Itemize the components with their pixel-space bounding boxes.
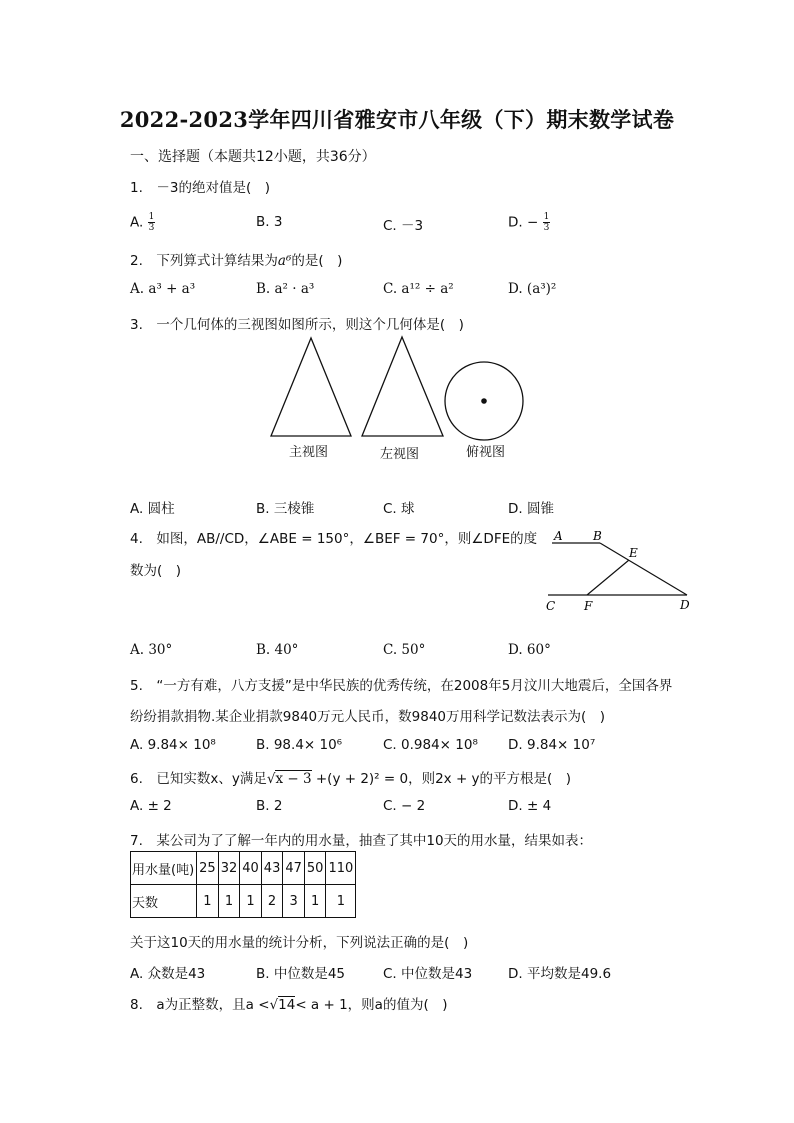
table-row — [131, 852, 356, 885]
question-7-follow: 关于这10天的用水量的统计分析，下列说法正确的是( ) — [130, 935, 469, 951]
question-4-stem-line2: 数为( ) — [130, 563, 182, 579]
left-view-triangle — [362, 337, 443, 436]
table-cell: 25 — [197, 852, 219, 885]
q1-option-a — [130, 212, 155, 233]
fraction-numerator: 1 — [148, 212, 155, 222]
q8-radicand: 14 — [278, 997, 296, 1013]
table-row-label: 天数 — [131, 885, 197, 918]
table-cell: 1 — [326, 885, 356, 918]
table-cell: 43 — [261, 852, 283, 885]
q6-radicand: x − 3 — [275, 771, 312, 787]
q5-option-a: A. 9.84× 10⁸ — [130, 737, 216, 753]
q4-option-a: A. 30° — [130, 642, 173, 658]
page-title: 2022-2023学年四川省雅安市八年级（下）期末数学试卷 — [119, 107, 675, 132]
front-view-triangle — [271, 338, 351, 436]
q1-option-b: B. 3 — [256, 214, 283, 230]
question-6-stem — [130, 767, 571, 787]
q7-option-a: A. 众数是43 — [130, 966, 206, 982]
q1-option-d — [508, 212, 550, 233]
q8-stem-pre: 8. a为正整数，且a < — [130, 997, 270, 1013]
section-heading: 一、选择题（本题共12小题，共36分） — [130, 149, 376, 165]
question-2-stem — [130, 249, 342, 269]
table-cell: 40 — [240, 852, 262, 885]
q5-option-b: B. 98.4× 10⁶ — [256, 737, 343, 753]
table-cell: 50 — [304, 852, 326, 885]
q7-option-c: C. 中位数是43 — [383, 966, 473, 982]
q2-stem-var: a⁶ — [277, 253, 292, 269]
q3-option-d: D. 圆锥 — [508, 501, 554, 517]
q7-option-d: D. 平均数是49.6 — [508, 966, 612, 982]
fraction-denominator: 3 — [543, 223, 550, 233]
q3-option-a: A. 圆柱 — [130, 501, 175, 517]
q6-option-b: B. 2 — [256, 798, 283, 814]
top-view-center-dot — [481, 398, 487, 404]
question-4-stem-line1: 4. 如图，AB//CD，∠ABE = 150°，∠BEF = 70°，则∠DFE的度 — [130, 531, 538, 547]
fraction-denominator: 3 — [148, 223, 155, 233]
table-cell: 1 — [197, 885, 219, 918]
q6-option-c: C. − 2 — [383, 798, 426, 814]
table-cell: 1 — [304, 885, 326, 918]
question-5-stem-line2: 纷纷捐款捐物.某企业捐款9840万元人民币，数9840万用科学记数法表示为( ) — [130, 709, 606, 725]
q2-option-c: C. a¹² ÷ a² — [383, 281, 454, 297]
table-row — [131, 885, 356, 918]
point-label-c: C — [546, 599, 556, 613]
caption-top-view: 俯视图 — [466, 445, 506, 460]
caption-front-view: 主视图 — [289, 445, 329, 460]
table-cell: 110 — [326, 852, 356, 885]
question-5-stem-line1: 5. “一方有难，八方支援”是中华民族的优秀传统，在2008年5月汶川大地震后，全国各界 — [130, 678, 673, 694]
caption-left-view: 左视图 — [380, 447, 420, 462]
table-cell: 32 — [218, 852, 240, 885]
table-cell: 2 — [261, 885, 283, 918]
q5-option-d: D. 9.84× 10⁷ — [508, 737, 596, 753]
question-1-stem: 1. －3的绝对值是( ) — [130, 180, 271, 196]
water-usage-table — [130, 851, 356, 918]
parallel-lines-figure — [540, 524, 700, 616]
q3-option-c: C. 球 — [383, 501, 415, 517]
fraction-numerator: 1 — [543, 212, 550, 222]
q4-option-c: C. 50° — [383, 642, 426, 658]
point-label-e: E — [629, 546, 638, 560]
q8-stem-post: < a + 1，则a的值为( ) — [295, 997, 448, 1013]
table-cell: 47 — [283, 852, 305, 885]
line-bd — [600, 543, 687, 595]
q2-option-b: B. a² · a³ — [256, 281, 315, 297]
q1-option-d-letter: D. − — [508, 214, 539, 231]
point-label-a: A — [554, 529, 563, 543]
q6-stem-post: +(y + 2)² = 0，则2x + y的平方根是( ) — [311, 771, 572, 787]
q1-option-a-letter: A. — [130, 214, 144, 231]
line-ef — [587, 560, 629, 595]
q2-option-d: D. (a³)² — [508, 281, 557, 297]
point-label-f: F — [584, 599, 593, 613]
q1-option-d-fraction — [543, 212, 551, 233]
table-row-label: 用水量(吨) — [131, 852, 197, 885]
table-cell: 1 — [218, 885, 240, 918]
q4-option-d: D. 60° — [508, 642, 551, 658]
q1-option-c: C. －3 — [383, 218, 424, 234]
point-label-d: D — [680, 598, 690, 612]
q1-option-a-fraction — [148, 212, 156, 233]
q2-option-a: A. a³ + a³ — [130, 281, 196, 297]
question-8-stem — [130, 993, 448, 1013]
q6-option-d: D. ± 4 — [508, 798, 552, 814]
q3-option-b: B. 三棱锥 — [256, 501, 315, 517]
q4-option-b: B. 40° — [256, 642, 299, 658]
sqrt-sign: √ — [269, 997, 279, 1013]
table-cell: 1 — [240, 885, 262, 918]
q6-option-a: A. ± 2 — [130, 798, 172, 814]
q2-stem-post: 的是( ) — [291, 253, 343, 269]
q6-stem-pre: 6. 已知实数x、y满足 — [130, 771, 267, 787]
q5-option-c: C. 0.984× 10⁸ — [383, 737, 478, 753]
q2-stem-pre: 2. 下列算式计算结果为 — [130, 253, 278, 269]
q7-option-b: B. 中位数是45 — [256, 966, 346, 982]
question-7-stem: 7. 某公司为了了解一年内的用水量，抽查了其中10天的用水量，结果如表： — [130, 833, 593, 849]
point-label-b: B — [593, 529, 602, 543]
question-3-stem: 3. 一个几何体的三视图如图所示，则这个几何体是( ) — [130, 317, 464, 333]
table-cell: 3 — [283, 885, 305, 918]
sqrt-sign: √ — [266, 771, 276, 787]
